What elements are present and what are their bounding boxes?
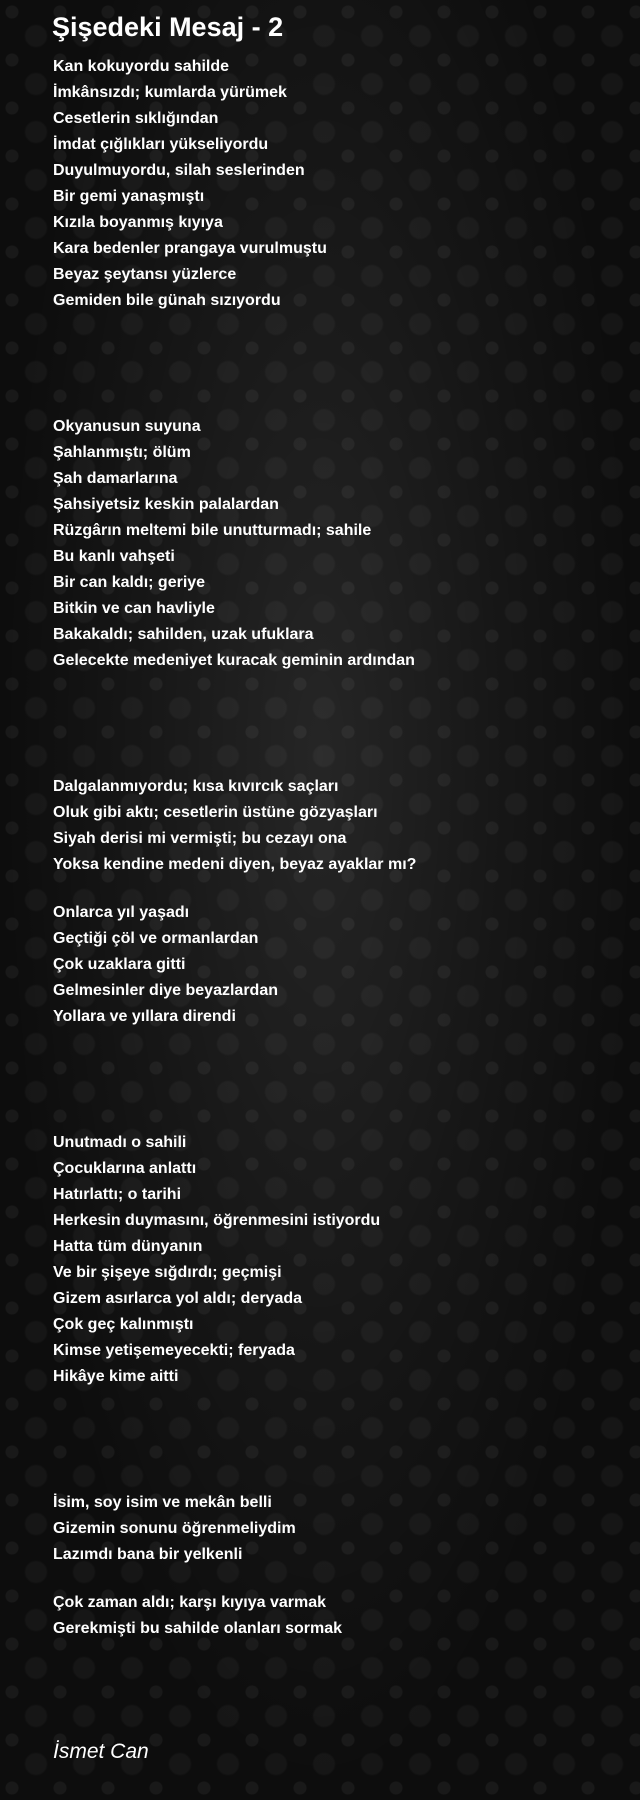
poem-line: Okyanusun suyuna <box>53 418 201 435</box>
poem-line: Şahlanmıştı; ölüm <box>53 444 191 461</box>
stanza-gap <box>53 1030 613 1130</box>
poem-line: Kara bedenler prangaya vurulmuştu <box>53 240 327 257</box>
poem-line: Hikâye kime aitti <box>53 1368 179 1385</box>
poem-line: İmkânsızdı; kumlarda yürümek <box>53 84 287 101</box>
poem-line: Dalgalanmıyordu; kısa kıvırcık saçları <box>53 778 339 795</box>
poem-line: Ve bir şişeye sığdırdı; geçmişi <box>53 1264 282 1281</box>
poem-line: Hatırlattı; o tarihi <box>53 1186 182 1203</box>
poem-line: Bir gemi yanaşmıştı <box>53 188 205 205</box>
poem-line: Bitkin ve can havliyle <box>53 600 215 617</box>
poem-line: Onlarca yıl yaşadı <box>53 904 190 921</box>
poem-line: Beyaz şeytansı yüzlerce <box>53 266 237 283</box>
poem-line: Çok geç kalınmıştı <box>53 1316 194 1333</box>
poem-line: Kızıla boyanmış kıyıya <box>53 214 223 231</box>
poem-line: İsim, soy isim ve mekân belli <box>53 1494 272 1511</box>
poem-line: Yoksa kendine medeni diyen, beyaz ayaklar mı? <box>53 856 417 873</box>
poem-line: Kimse yetişemeyecekti; feryada <box>53 1342 295 1359</box>
poem-line: Bir can kaldı; geriye <box>53 574 206 591</box>
poem-line: Oluk gibi aktı; cesetlerin üstüne gözyaşları <box>53 804 378 821</box>
poem-line: Şahsiyetsiz keskin palalardan <box>53 496 279 513</box>
poem-line: Gelecekte medeniyet kuracak geminin ardından <box>53 652 415 669</box>
poem-line: İmdat çığlıkları yükseliyordu <box>53 136 269 153</box>
poem-line: Gemiden bile günah sızıyordu <box>53 292 281 309</box>
poem-line: Çok zaman aldı; karşı kıyıya varmak <box>53 1594 327 1611</box>
poem-line: Siyah derisi mi vermişti; bu cezayı ona <box>53 830 347 847</box>
poem-body <box>53 54 613 1642</box>
stanza-3 <box>53 774 613 878</box>
poem-line: Çocuklarına anlattı <box>53 1160 197 1177</box>
stanza-2 <box>53 414 613 674</box>
poem-line: Çok uzaklara gitti <box>53 956 186 973</box>
poem-line: Gelmesinler diye beyazlardan <box>53 982 278 999</box>
poem-author: İsmet Can <box>53 1740 149 1763</box>
poem-line: Hatta tüm dünyanın <box>53 1238 203 1255</box>
poem-line: Bakakaldı; sahilden, uzak ufuklara <box>53 626 314 643</box>
poem-line: Rüzgârın meltemi bile unutturmadı; sahile <box>53 522 372 539</box>
stanza-1 <box>53 54 613 314</box>
stanza-5 <box>53 1130 613 1390</box>
stanza-gap <box>53 1390 613 1490</box>
stanza-6 <box>53 1490 613 1568</box>
poem-line: Unutmadı o sahili <box>53 1134 187 1151</box>
poem-line: Lazımdı bana bir yelkenli <box>53 1546 243 1563</box>
poem-line: Gizemin sonunu öğrenmeliydim <box>53 1520 296 1537</box>
poem-line: Geçtiği çöl ve ormanlardan <box>53 930 259 947</box>
poem-line: Herkesin duymasını, öğrenmesini istiyordu <box>53 1212 381 1229</box>
poem-line: Duyulmuyordu, silah seslerinden <box>53 162 305 179</box>
stanza-gap <box>53 674 613 774</box>
poem-line: Cesetlerin sıklığından <box>53 110 219 127</box>
stanza-7 <box>53 1590 613 1642</box>
poem-line: Şah damarlarına <box>53 470 178 487</box>
poem-line: Kan kokuyordu sahilde <box>53 58 230 75</box>
stanza-gap <box>53 314 613 414</box>
poem-line: Gerekmişti bu sahilde olanları sormak <box>53 1620 342 1637</box>
stanza-gap <box>53 1568 613 1590</box>
poem-title: Şişedeki Mesaj - 2 <box>52 12 284 42</box>
poem-line: Bu kanlı vahşeti <box>53 548 175 565</box>
stanza-gap <box>53 878 613 900</box>
poem-line: Yollara ve yıllara direndi <box>53 1008 236 1025</box>
poem-line: Gizem asırlarca yol aldı; deryada <box>53 1290 303 1307</box>
stanza-4 <box>53 900 613 1030</box>
